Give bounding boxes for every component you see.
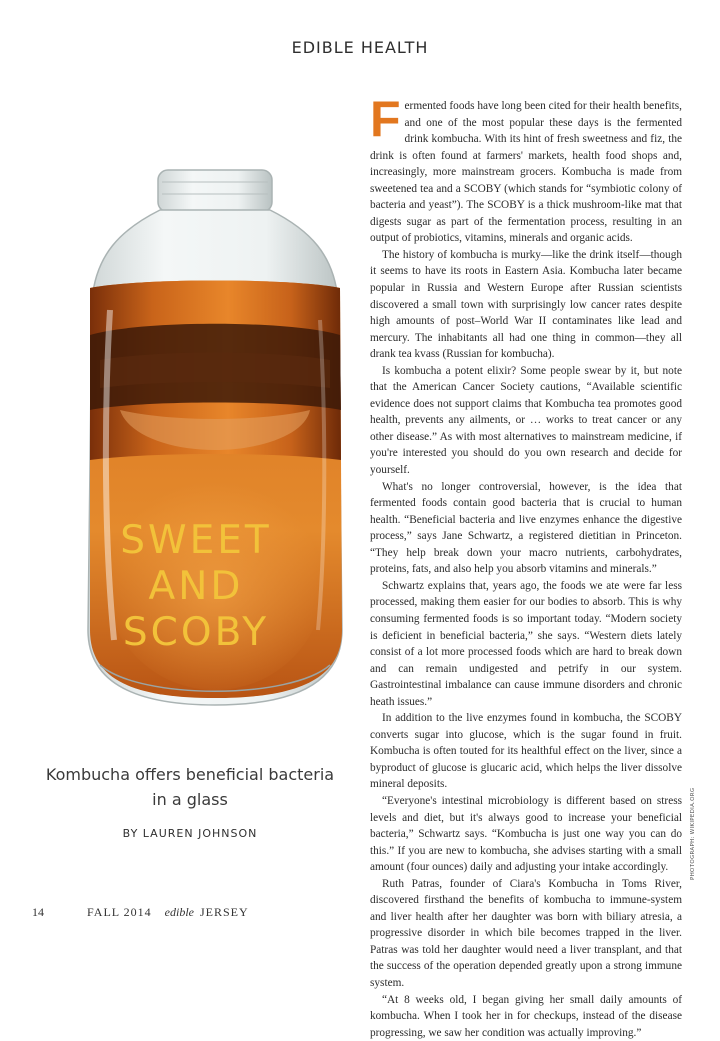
photo-credit [690, 760, 704, 880]
article-paragraph [370, 91, 682, 247]
page-number: 14 [32, 905, 44, 919]
headline-line-1: SWEET [120, 518, 272, 563]
article-paragraph: Ruth Patras, founder of Ciara's Kombucha in Toms River, discovered firsthand the benefits of kombucha to immune-system and liver health after her daughter was born with biliary atresia, a progressive disorder in which bile becomes trapped in the liver. Patras was told her daughter would need a liver transplant, and that the success of the operation depended greatly upon a strong immune system. [370, 877, 682, 989]
article-paragraph: What's no longer controversial, however, is the idea that fermented foods contain good bacteria that is crucial to human health. “Beneficial bacteria and live enzymes enhance the digestive process,” says Jane Schwartz, a registered dietitian in Princeton. “They help break down your macro nutrients, carbohydrates, proteins, fats, and also help you absorb vitamins and minerals.” [370, 480, 682, 576]
magazine-region: JERSEY [200, 905, 249, 919]
feature-headline [96, 518, 296, 656]
article-paragraph: In addition to the live enzymes found in kombucha, the SCOBY converts sugar into glucose, which is the sugar found in fruit. Kombucha is often touted for its healthful effect on the liver, since a byproduct of glucose is glucaric acid, which helps the liver dissolve mineral deposits. [370, 712, 682, 791]
headline-line-2: AND [148, 564, 244, 609]
headline-line-3: SCOBY [122, 610, 270, 655]
article-paragraph: “At 8 weeks old, I began giving her small daily amounts of kombucha. When I took her in for checkups, instead of the disease progressing, we saw her condition was actually improving.” [370, 993, 682, 1039]
article-paragraph: The history of kombucha is murky—like the drink itself—though it seems to have its roots in Eastern Asia. Kombucha later became popular in Russia and Western Europe after Russian scientists discovered a small town with surprisingly low cancer rates despite high amounts of post–World War II contaminates like lead and mercury. The inhabitants all had one thing in common—they all drank tea kvass (Russian for kombucha). [370, 248, 682, 361]
article-paragraph: Schwartz explains that, years ago, the foods we ate were far less processed, making them easier for our bodies to absorb. This is why consuming fermented foods is so important today. “Modern society is deficient in beneficial bacteria,” she says. “Western diets lately consist of a lot more processed foods which are hard to break down and can remain undigested and petrify in our system. Gastrointestinal imbalance can cause immune disorders and chronic heath issues.” [370, 579, 682, 708]
paragraph-text: ermented foods have long been cited for their health benefits, and one of the most popular these days is the fermented drink kombucha. With its hint of fresh sweetness and fiz, the drink is often found at farmers' markets, health food shops and, increasingly, more mainstream grocers. Kombucha is made from sweetened tea and a SCOBY (which stands for “symbiotic colony of bacteria and yeast”). The SCOBY is a thick mushroom-like mat that digests sugar as part of the fermentation process, resulting in an output of probiotics, vitamins, minerals and organic acids. [370, 100, 682, 245]
issue-date: FALL 2014 [87, 905, 152, 919]
magazine-name: edible [164, 905, 194, 919]
photo-credit-text: PHOTOGRAPH: WIKIPEDIA.ORG [690, 787, 696, 880]
article-paragraph: Is kombucha a potent elixir? Some people swear by it, but note that the American Cancer Society cautions, “Available scientific evidence does not support claims that Kombucha tea promotes good health, prevents any ailments, or … works to treat cancer or any other disease.” As with most alternatives to mainstream medicine, if you're interested you should do you own research and decide for yourself. [370, 364, 682, 477]
article-body [370, 91, 682, 1041]
section-title: EDIBLE HEALTH [291, 38, 429, 57]
article-paragraph: “Everyone's intestinal microbiology is different based on stress levels and diet, but it's always good to increase your beneficial bacteria,” Schwartz says. “Kombucha is just one way you can do this.” If you are new to kombucha, she advises starting with a small amount (four ounces) daily and adjusting your intake accordingly. [370, 794, 682, 874]
drop-cap: F [370, 91, 401, 147]
feature-deck: Kombucha offers beneficial bacteria in a glass [45, 765, 335, 809]
page-footer [32, 905, 249, 920]
byline: BY LAUREN JOHNSON [122, 827, 258, 840]
jar-rim [158, 170, 272, 212]
